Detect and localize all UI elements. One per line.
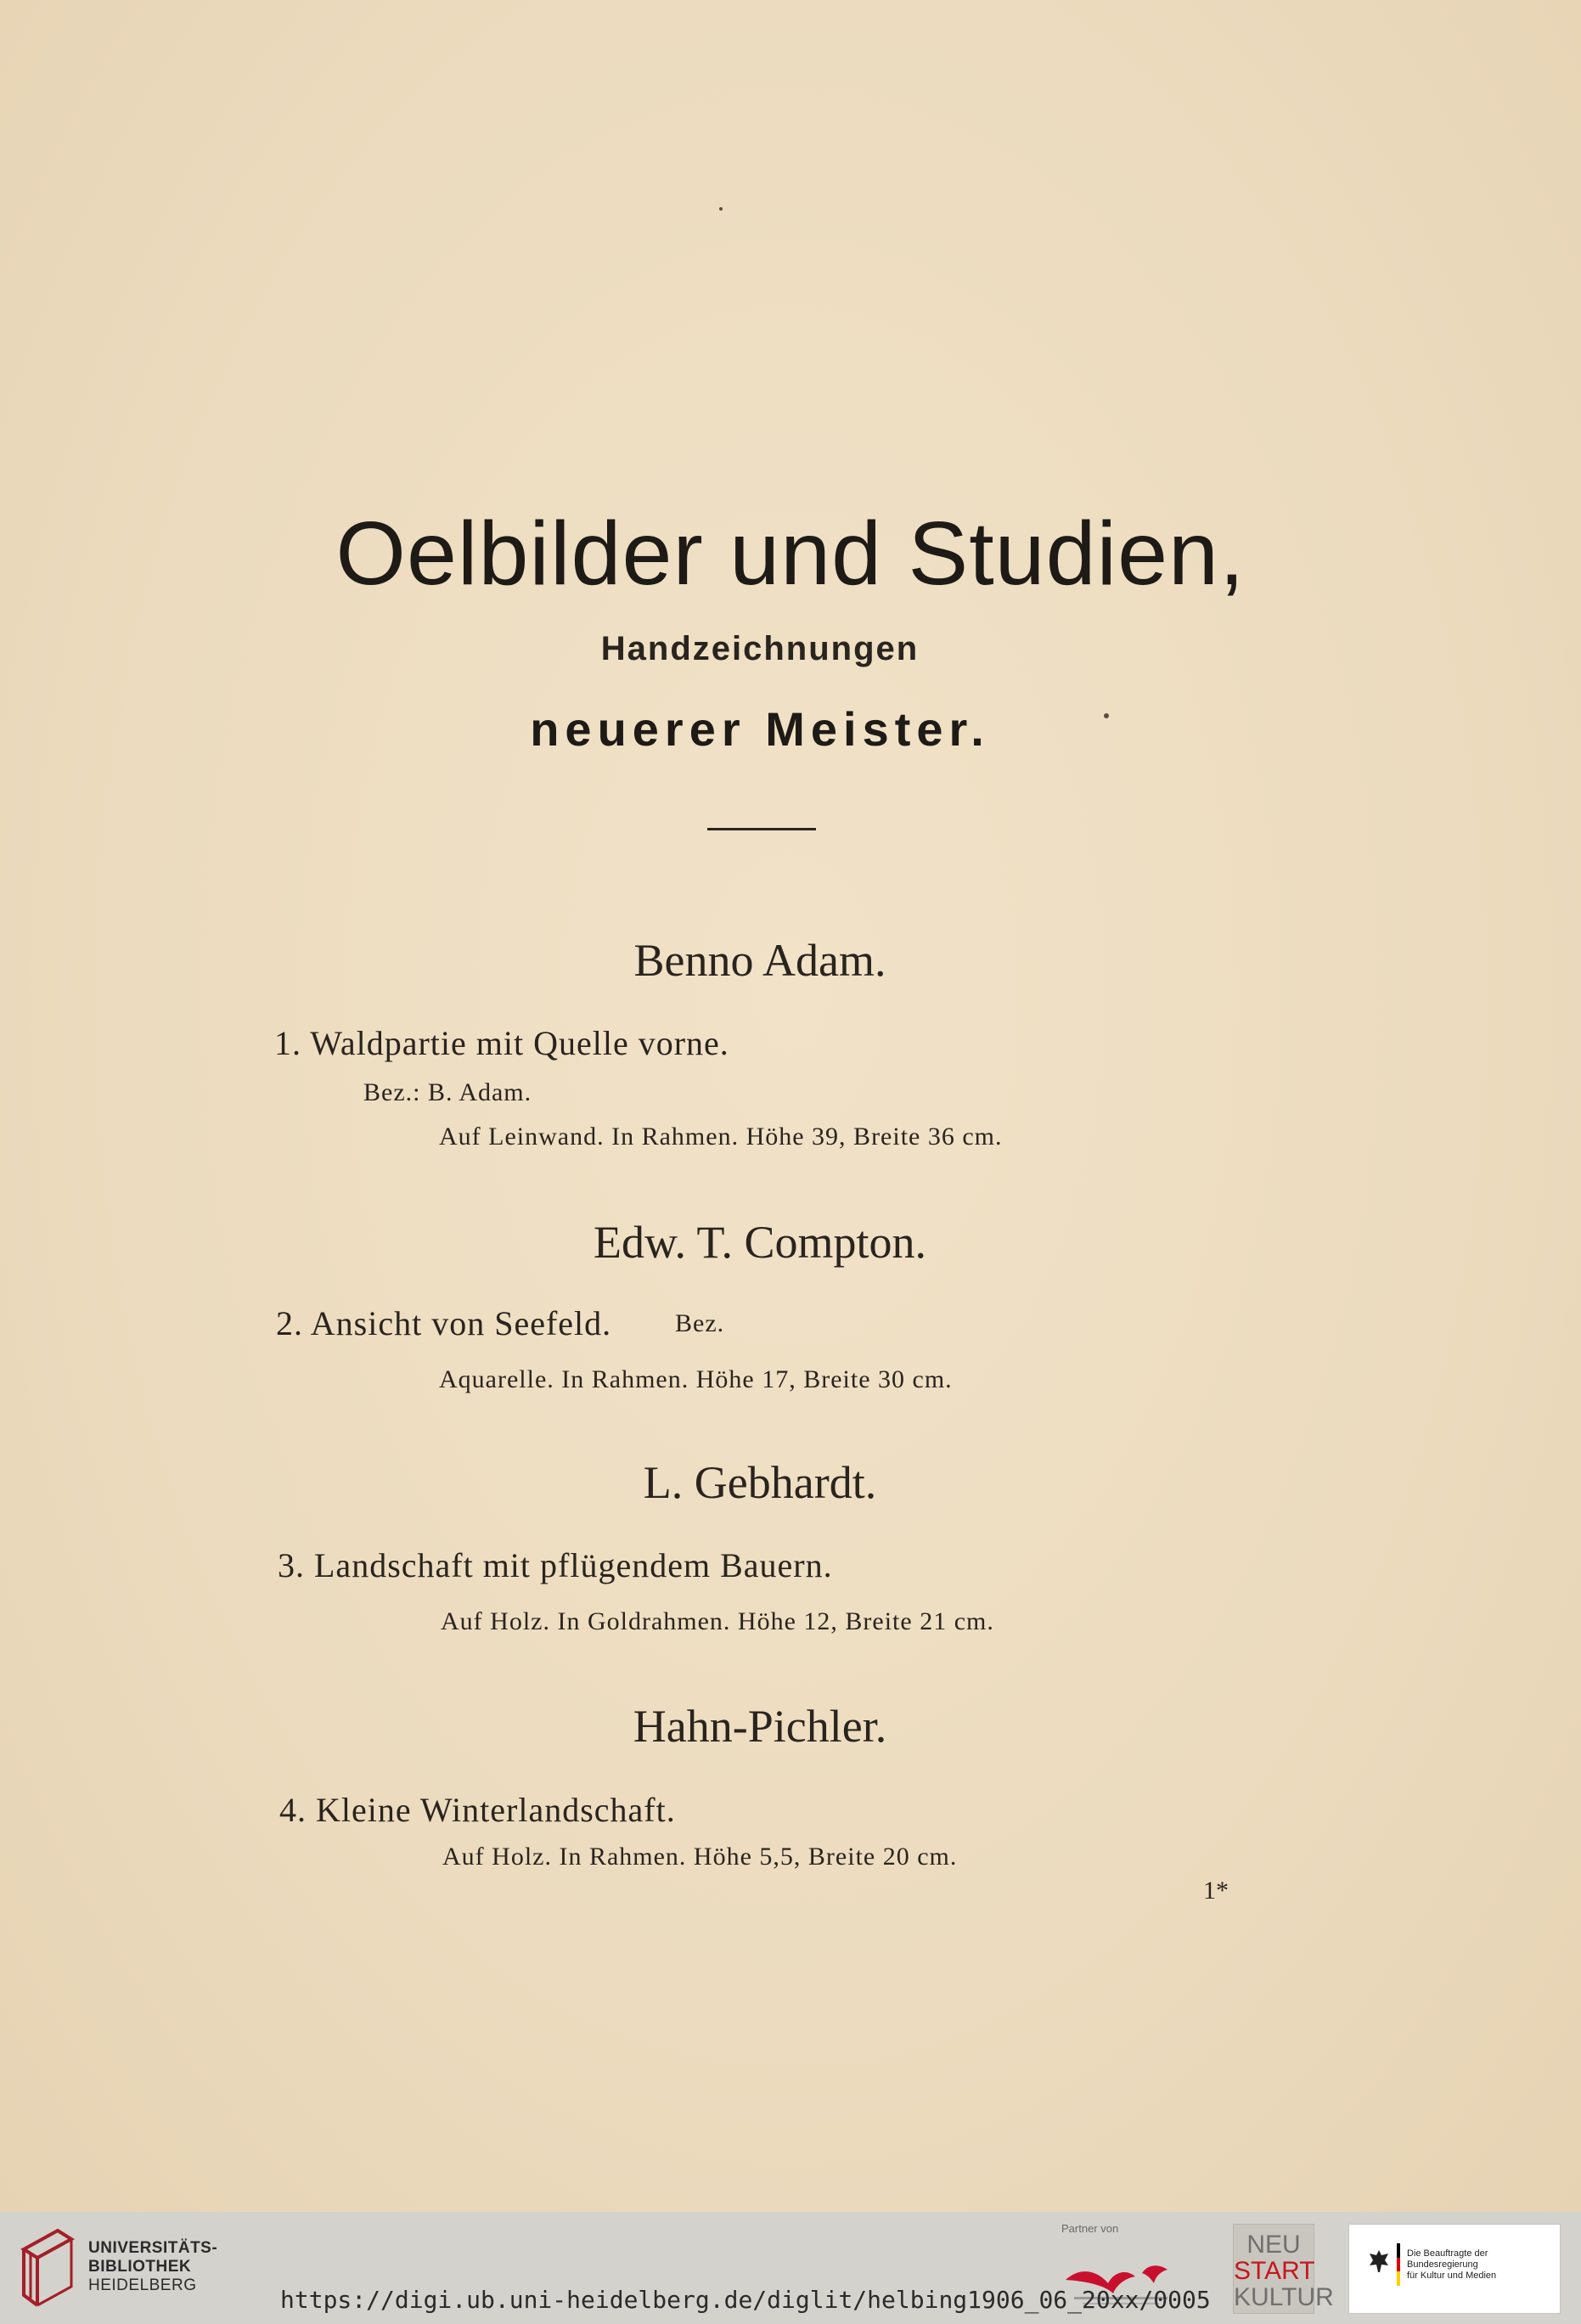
catalog-item-title: 3. Landschaft mit pflügendem Bauern. bbox=[278, 1546, 833, 1584]
artist-heading: Edw. T. Compton. bbox=[593, 1217, 926, 1268]
catalog-item-signature: Bez. bbox=[675, 1309, 725, 1337]
neustart-line: KULTUR bbox=[1234, 2283, 1334, 2311]
catalog-item-details: Auf Holz. In Rahmen. Höhe 5,5, Breite 20 cm. bbox=[442, 1843, 958, 1871]
catalog-item-signature: Bez.: B. Adam. bbox=[363, 1078, 532, 1106]
university-library-logo-icon[interactable] bbox=[19, 2226, 75, 2310]
divider-rule bbox=[707, 828, 816, 830]
page-title: Oelbilder und Studien, bbox=[335, 504, 1246, 604]
neustart-kultur-logo[interactable] bbox=[1233, 2224, 1334, 2314]
artist-heading: L. Gebhardt. bbox=[643, 1457, 877, 1508]
catalog-item-title: 1. Waldpartie mit Quelle vorne. bbox=[274, 1024, 729, 1062]
bkm-text bbox=[1407, 2248, 1560, 2282]
catalog-item-title: 2. Ansicht von Seefeld. bbox=[276, 1304, 612, 1342]
catalog-item-details: Aquarelle. In Rahmen. Höhe 17, Breite 30 cm. bbox=[439, 1365, 953, 1393]
partner-label: Partner von bbox=[1061, 2222, 1119, 2235]
page-subtitle: Handzeichnungen bbox=[600, 630, 920, 667]
page-number: 1* bbox=[1203, 1877, 1229, 1905]
library-line: UNIVERSITÄTS- bbox=[88, 2239, 218, 2257]
library-line: HEIDELBERG bbox=[88, 2276, 197, 2294]
paper-speck bbox=[719, 207, 723, 211]
catalog-item-details: Auf Leinwand. In Rahmen. Höhe 39, Breite 36 cm. bbox=[439, 1123, 1003, 1151]
federal-culture-commissioner-logo[interactable] bbox=[1348, 2224, 1561, 2314]
bkm-line: Die Beauftragte der Bundesregierung bbox=[1407, 2248, 1488, 2270]
neustart-line: START bbox=[1234, 2257, 1315, 2285]
german-flag-bar-icon bbox=[1397, 2243, 1400, 2286]
catalog-item-title: 4. Kleine Winterlandschaft. bbox=[279, 1791, 676, 1829]
catalog-item-details: Auf Holz. In Goldrahmen. Höhe 12, Breite 21 cm. bbox=[441, 1607, 994, 1635]
artist-heading: Hahn-Pichler. bbox=[633, 1701, 887, 1752]
neustart-line: NEU bbox=[1246, 2231, 1301, 2259]
university-library-name[interactable] bbox=[88, 2239, 217, 2295]
artist-heading: Benno Adam. bbox=[633, 935, 886, 986]
page-url[interactable]: https://digi.ub.uni-heidelberg.de/diglit/helbing1906_06_20xx/0005 bbox=[280, 2286, 1211, 2314]
federal-eagle-icon bbox=[1368, 2248, 1390, 2274]
library-line: BIBLIOTHEK bbox=[88, 2258, 192, 2276]
bkm-line: für Kultur und Medien bbox=[1407, 2271, 1497, 2281]
page-subtitle-2: neuerer Meister. bbox=[530, 702, 990, 756]
